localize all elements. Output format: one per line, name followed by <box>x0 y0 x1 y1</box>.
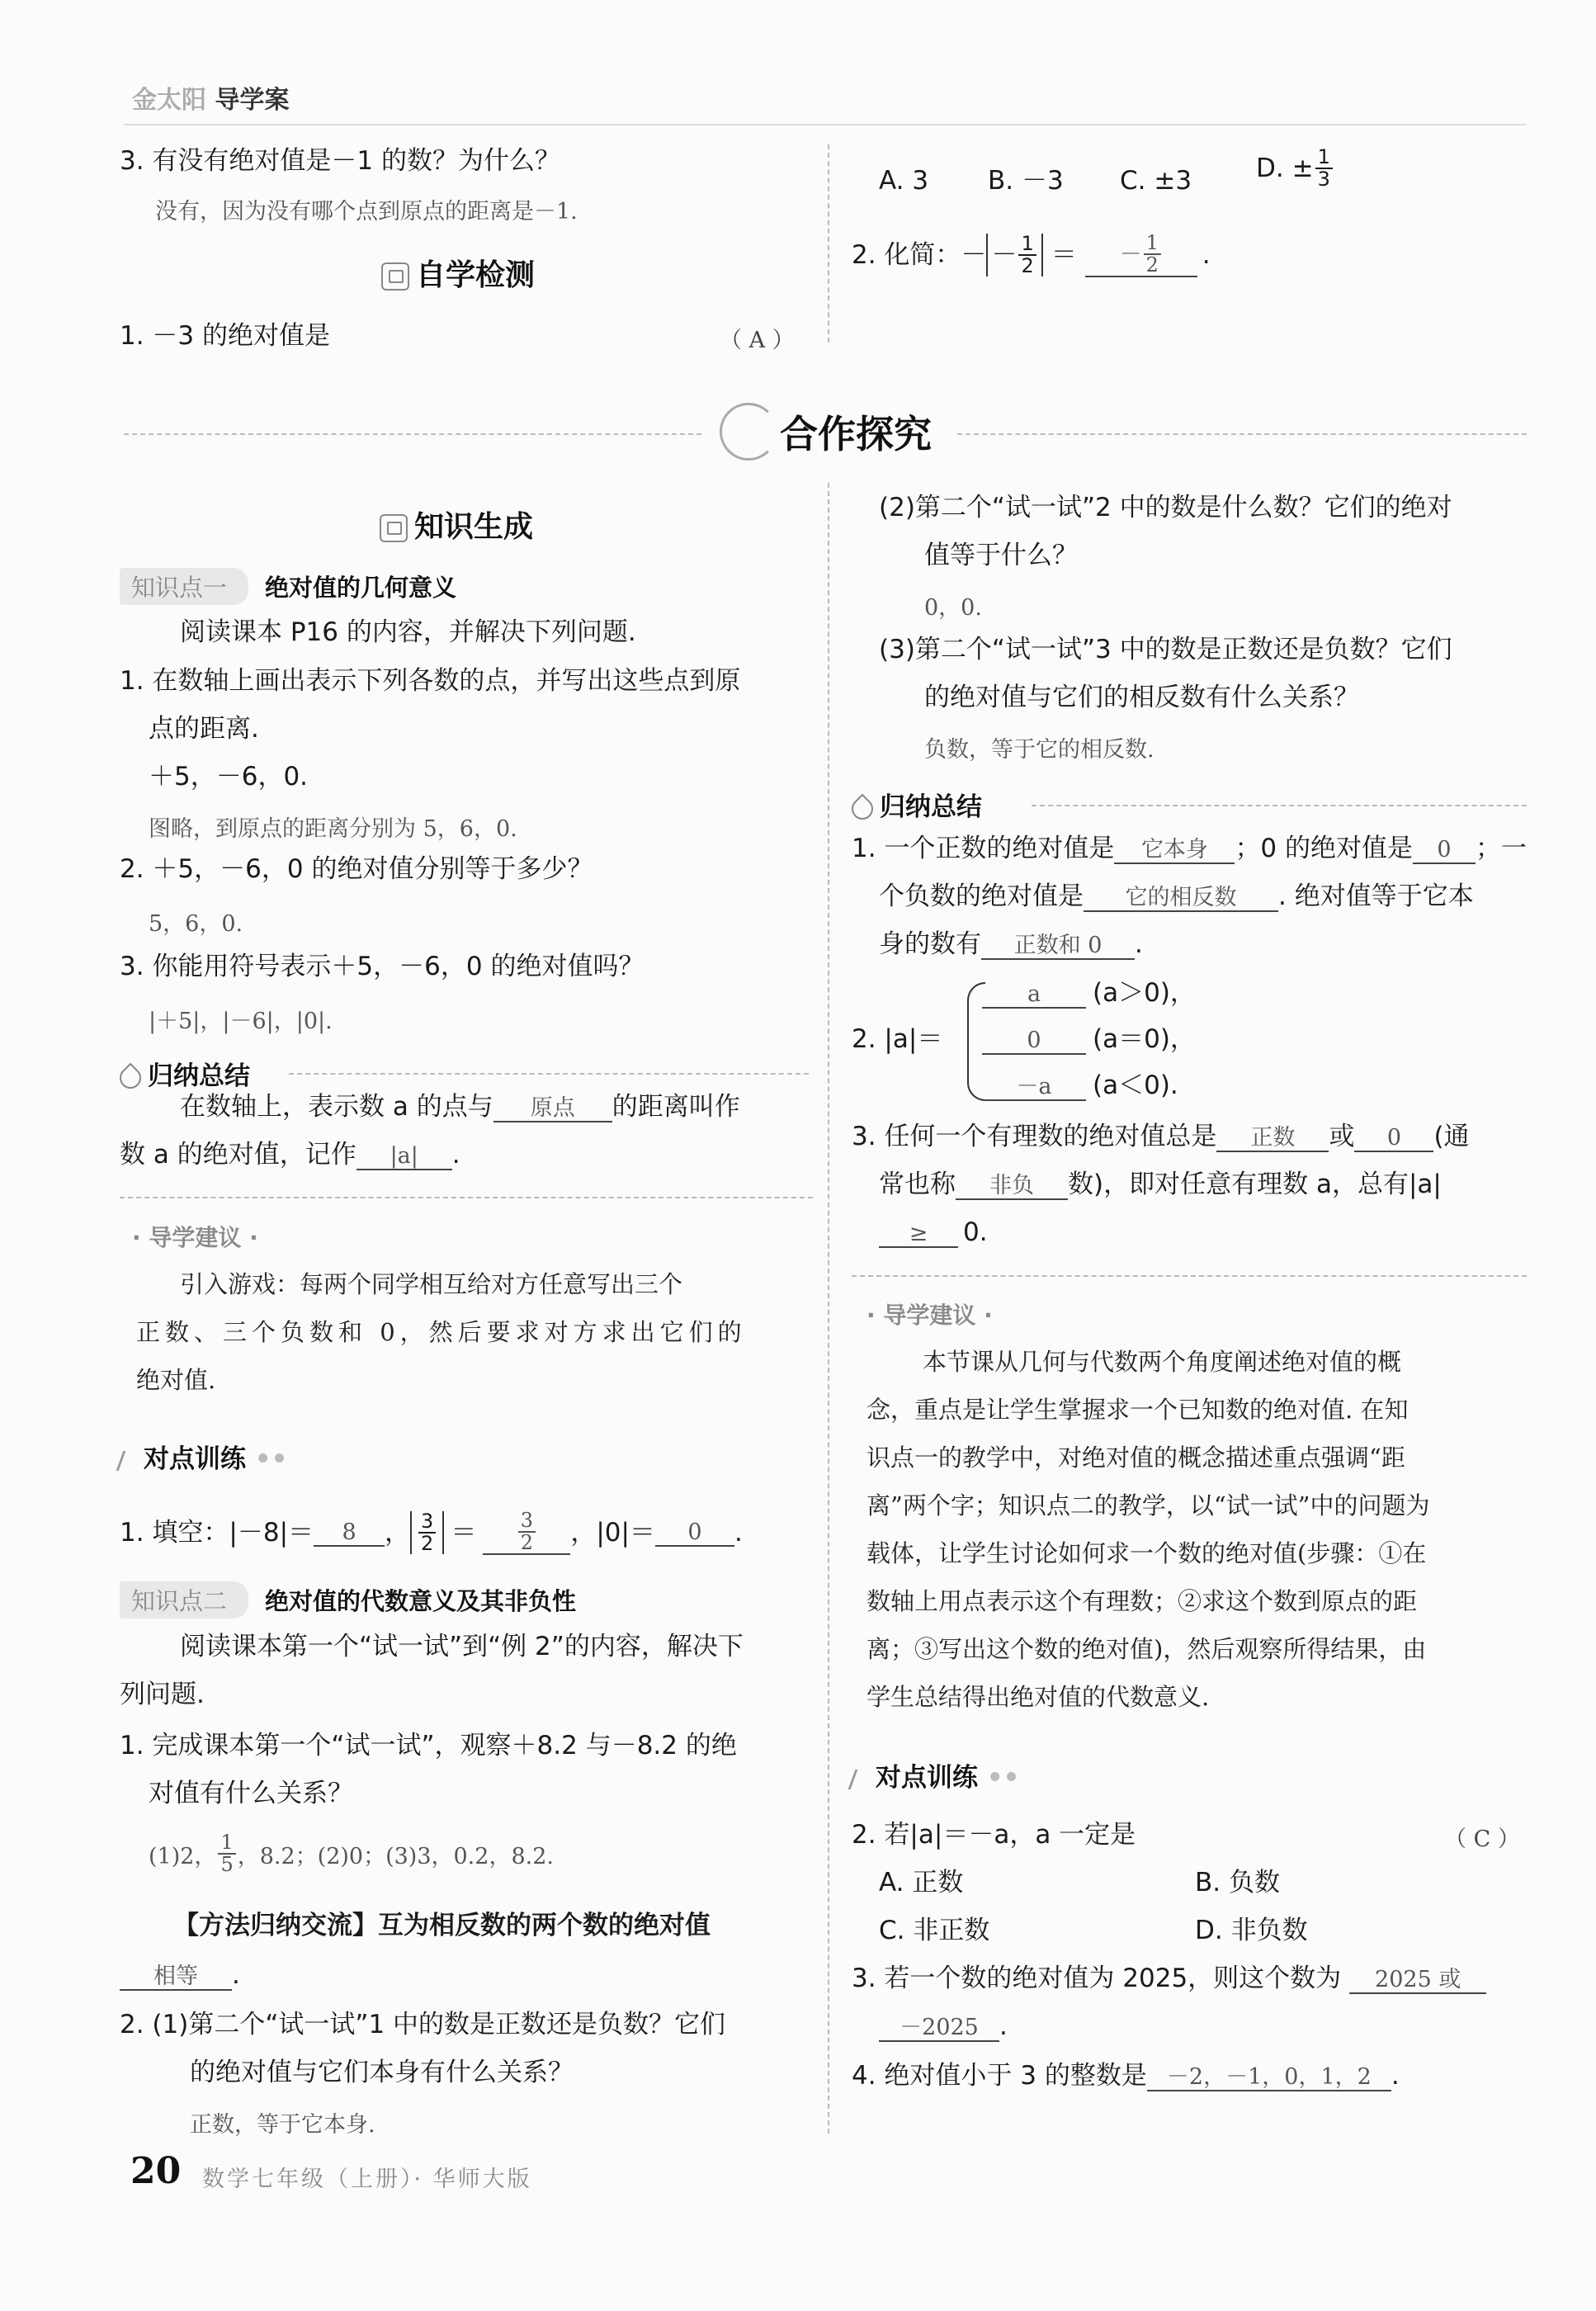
kp2-problem-1-answer: (1)2， $\frac{1}{5}$ ，8.2；(2)0；(3)3，0.2，8.2. <box>149 1831 554 1877</box>
reading-instruction-2-line-2: 列问题. <box>120 1680 205 1709</box>
summary-2-blank-8: ≥ <box>879 1221 958 1248</box>
summary-2-item-1-line-1: 1. 一个正数的绝对值是 它本身 ；0 的绝对值是 0 ；一 <box>852 834 1528 863</box>
training-1-blank-2: $\frac{3}{2}$ <box>483 1510 570 1555</box>
summary-1-blank-2: |a| <box>357 1143 452 1170</box>
summary-2-blank-7: 非负 <box>956 1173 1068 1200</box>
kp2-problem-2c-answer: 负数，等于它的相反数. <box>924 737 1155 763</box>
knowledge-point-2-title: 绝对值的代数意义及其非负性 <box>265 1587 577 1615</box>
brand-logo <box>132 79 289 116</box>
suggestion-2-line-1: 本节课从几何与代数两个角度阐述绝对值的概 <box>923 1348 1402 1376</box>
pen-icon <box>116 1062 146 1093</box>
training-3-line-1: 3. 若一个数的绝对值为 2025，则这个数为 2025 或 <box>852 1959 1486 1998</box>
brand-subtitle: 导学案 <box>215 86 290 115</box>
training-2-question: 2. 若|a|＝－a，a 一定是 <box>852 1820 1136 1850</box>
suggestion-2-line-5: 载体，让学生讨论如何求一个数的绝对值(步骤：①在 <box>866 1539 1427 1567</box>
question-3: 3. 有没有绝对值是－1 的数？为什么？ <box>120 146 561 176</box>
training-2-option-c: C. 非正数 <box>879 1916 990 1945</box>
section-rule-left <box>124 433 701 435</box>
kp2-problem-1-line-2: 对值有什么关系？ <box>149 1779 353 1808</box>
knowledge-point-1-tag: 知识点一 <box>120 568 248 605</box>
footer-text: 数学七年级（上册）· 华师大版 <box>202 2167 532 2192</box>
kp2-problem-1-line-1: 1. 完成课本第一个“试一试”，观察＋8.2 与－8.2 的绝 <box>120 1731 737 1760</box>
summary-2-blank-5: 正数 <box>1216 1125 1329 1152</box>
section-rule-right <box>957 433 1527 435</box>
piecewise-blank-1: a <box>982 981 1086 1009</box>
suggestion-1-heading: · 导学建议 · <box>132 1224 258 1251</box>
piecewise-blank-2: 0 <box>982 1028 1086 1055</box>
knowledge-point-2 <box>120 1581 576 1619</box>
summary-2-blank-4: 正数和 0 <box>981 933 1135 960</box>
problem-2-answer: 5，6，0. <box>149 911 243 937</box>
kp2-problem-2b-line-2: 值等于什么？ <box>924 541 1078 570</box>
self-check-heading: 自学检测 <box>381 252 535 294</box>
training-2-option-d: D. 非负数 <box>1195 1916 1308 1945</box>
summary-2-item-2-label: 2. |a|＝ <box>852 1024 943 1054</box>
summary-2-item-3-line-1: 3. 任何一个有理数的绝对值总是 正数 或 0 (通 <box>852 1122 1470 1151</box>
suggestion-2-line-8: 学生总结得出绝对值的代数意义. <box>866 1683 1210 1711</box>
training-1-blank-1: 8 <box>314 1519 385 1547</box>
kp2-problem-2-line-1: 2. (1)第二个“试一试”1 中的数是正数还是负数？它们 <box>120 2010 726 2039</box>
training-4-blank: －2，－1，0，1，2 <box>1147 2064 1391 2091</box>
kp2-problem-2-line-2: 的绝对值与它们本身有什么关系？ <box>190 2058 574 2087</box>
summary-1-line-1: 在数轴上，表示数 a 的点与 原点 的距离叫作 <box>180 1092 740 1122</box>
brand-name: 金太阳 <box>132 86 206 115</box>
training-2-option-b: B. 负数 <box>1195 1868 1280 1897</box>
training-2-option-a: A. 正数 <box>879 1868 964 1897</box>
option-d: D. ± $\frac{1}{3}$ <box>1256 147 1334 190</box>
kp2-problem-2b-answer: 0，0. <box>924 595 982 621</box>
training-1-heading: 对点训练 •• <box>120 1438 287 1475</box>
column-divider-top <box>828 144 829 343</box>
pen-icon <box>848 793 878 824</box>
knowledge-point-1 <box>120 568 456 605</box>
suggestion-2-line-3: 识点一的教学中，对绝对值的概念描述重点强调“距 <box>866 1444 1405 1472</box>
suggestion-1-line-3: 绝对值. <box>136 1366 216 1394</box>
option-c: C. ±3 <box>1120 166 1192 196</box>
knowledge-point-1-title: 绝对值的几何意义 <box>265 574 457 602</box>
summary-2-blank-6: 0 <box>1354 1125 1433 1152</box>
summary-1-rule <box>289 1073 809 1075</box>
problem-2: 2. ＋5，－6，0 的绝对值分别等于多少？ <box>120 854 593 884</box>
training-3-blank-1: 2025 或 <box>1349 1967 1486 1994</box>
method-summary-line-2: 相等 . <box>120 1956 240 1995</box>
clipboard-icon <box>381 262 409 291</box>
summary-2-item-1-line-2: 个负数的绝对值是 它的相反数 . 绝对值等于它本 <box>879 881 1474 911</box>
summary-2-item-3-line-2: 常也称 非负 数)，即对任意有理数 a，总有|a| <box>879 1170 1442 1199</box>
summary-2-item-1-line-3: 身的数有 正数和 0 . <box>879 929 1143 959</box>
reading-instruction-2-line-1: 阅读课本第一个“试一试”到“例 2”的内容，解决下 <box>180 1632 744 1661</box>
column-divider-main <box>828 483 829 2134</box>
summary-2-heading: 归纳总结 <box>852 786 982 823</box>
problem-1-answer: 图略，到原点的距离分别为 5，6，0. <box>149 816 517 842</box>
question-3-answer: 没有，因为没有哪个点到原点的距离是－1. <box>155 199 578 224</box>
pencil-icon <box>848 1770 873 1789</box>
suggestion-2-line-7: 离；③写出这个数的绝对值)，然后观察所得结果，由 <box>866 1635 1427 1663</box>
summary-2-rule <box>1032 805 1527 806</box>
swirl-icon <box>720 403 777 461</box>
training-2-heading: 对点训练 •• <box>852 1756 1019 1794</box>
summary-2-item-3-line-3: ≥ 0. <box>879 1213 988 1252</box>
reading-instruction-1: 阅读课本 P16 的内容，并解决下列问题. <box>180 617 636 647</box>
kp2-problem-2b-line-1: (2)第二个“试一试”2 中的数是什么数？它们的绝对 <box>879 493 1452 522</box>
suggestion-1-line-1: 引入游戏：每两个同学相互给对方任意写出三个 <box>180 1270 683 1298</box>
piecewise-row-3: －a (a＜0). <box>982 1066 1178 1105</box>
training-1-question: 1. 填空：|－8|＝ 8 ， $\frac{3}{2}$ ＝ $\frac{3}{2}$ ，|0|＝ 0 . <box>120 1509 743 1556</box>
problem-1-line-3: ＋5，－6，0. <box>149 762 309 792</box>
kp2-problem-2-answer: 正数，等于它本身. <box>190 2112 375 2138</box>
problem-3: 3. 你能用符号表示＋5，－6，0 的绝对值吗？ <box>120 952 645 981</box>
summary-2-blank-2: 0 <box>1413 837 1476 864</box>
simplify-answer-blank: － $\frac{1}{2}$ <box>1085 233 1197 277</box>
check-question-1: 1. －3 的绝对值是 <box>120 321 331 351</box>
suggestion-2-line-4: 离”两个字；知识点二的教学，以“试一试”中的问题为 <box>866 1491 1430 1519</box>
training-2-answer: （ C ） <box>1444 1827 1520 1852</box>
section-title: 合作探究 <box>780 412 932 456</box>
summary-1-bottom-rule <box>120 1197 813 1198</box>
method-summary-blank: 相等 <box>120 1964 232 1991</box>
training-3-line-2: －2025 . <box>879 2007 1008 2046</box>
simplify-question: 2. 化简：－ － $\frac{1}{2}$ ＝ － $\frac{1}{2}$ . <box>852 231 1211 278</box>
check-question-1-answer: （ A ） <box>720 328 795 353</box>
summary-1-heading: 归纳总结 <box>120 1055 250 1092</box>
clipboard-icon <box>380 514 408 542</box>
knowledge-heading: 知识生成 <box>380 503 533 546</box>
summary-1-line-2: 数 a 的绝对值，记作 |a| . <box>120 1140 460 1170</box>
page-number: 20 <box>130 2150 182 2192</box>
piecewise-blank-3: －a <box>982 1074 1086 1101</box>
piecewise-row-1: a (a＞0)， <box>982 974 1196 1013</box>
suggestion-2-line-2: 念，重点是让学生掌握求一个已知数的绝对值. 在知 <box>866 1396 1409 1424</box>
problem-1-line-2: 点的距离. <box>149 714 259 744</box>
piecewise-row-2: 0 (a＝0)， <box>982 1020 1196 1059</box>
suggestion-1-line-2: 正数、三个负数和 0，然后要求对方求出它们的 <box>136 1318 747 1346</box>
problem-1-line-1: 1. 在数轴上画出表示下列各数的点，并写出这些点到原 <box>120 666 741 696</box>
option-b: B. －3 <box>988 166 1064 196</box>
summary-1-blank-1: 原点 <box>493 1095 612 1122</box>
knowledge-point-2-tag: 知识点二 <box>120 1581 248 1619</box>
header-rule <box>124 124 1527 125</box>
problem-3-answer: |＋5|，|－6|，|0|. <box>149 1009 333 1034</box>
summary-2-blank-1: 它本身 <box>1114 837 1235 864</box>
pencil-icon <box>116 1451 141 1471</box>
option-a: A. 3 <box>879 166 929 196</box>
training-4: 4. 绝对值小于 3 的整数是 －2，－1，0，1，2 . <box>852 2061 1400 2091</box>
kp2-problem-2c-line-2: 的绝对值与它们的相反数有什么关系？ <box>924 683 1359 712</box>
summary-2-bottom-rule <box>852 1275 1527 1277</box>
method-summary-line-1: 【方法归纳交流】互为相反数的两个数的绝对值 <box>173 1911 711 1940</box>
summary-2-blank-3: 它的相反数 <box>1084 885 1278 912</box>
training-3-blank-2: －2025 <box>879 2015 999 2042</box>
suggestion-2-line-6: 数轴上用点表示这个有理数；②求这个数到原点的距 <box>866 1587 1418 1615</box>
suggestion-2-heading: · 导学建议 · <box>866 1302 993 1329</box>
kp2-problem-2c-line-1: (3)第二个“试一试”3 中的数是正数还是负数？它们 <box>879 635 1452 664</box>
training-1-blank-3: 0 <box>655 1519 734 1547</box>
